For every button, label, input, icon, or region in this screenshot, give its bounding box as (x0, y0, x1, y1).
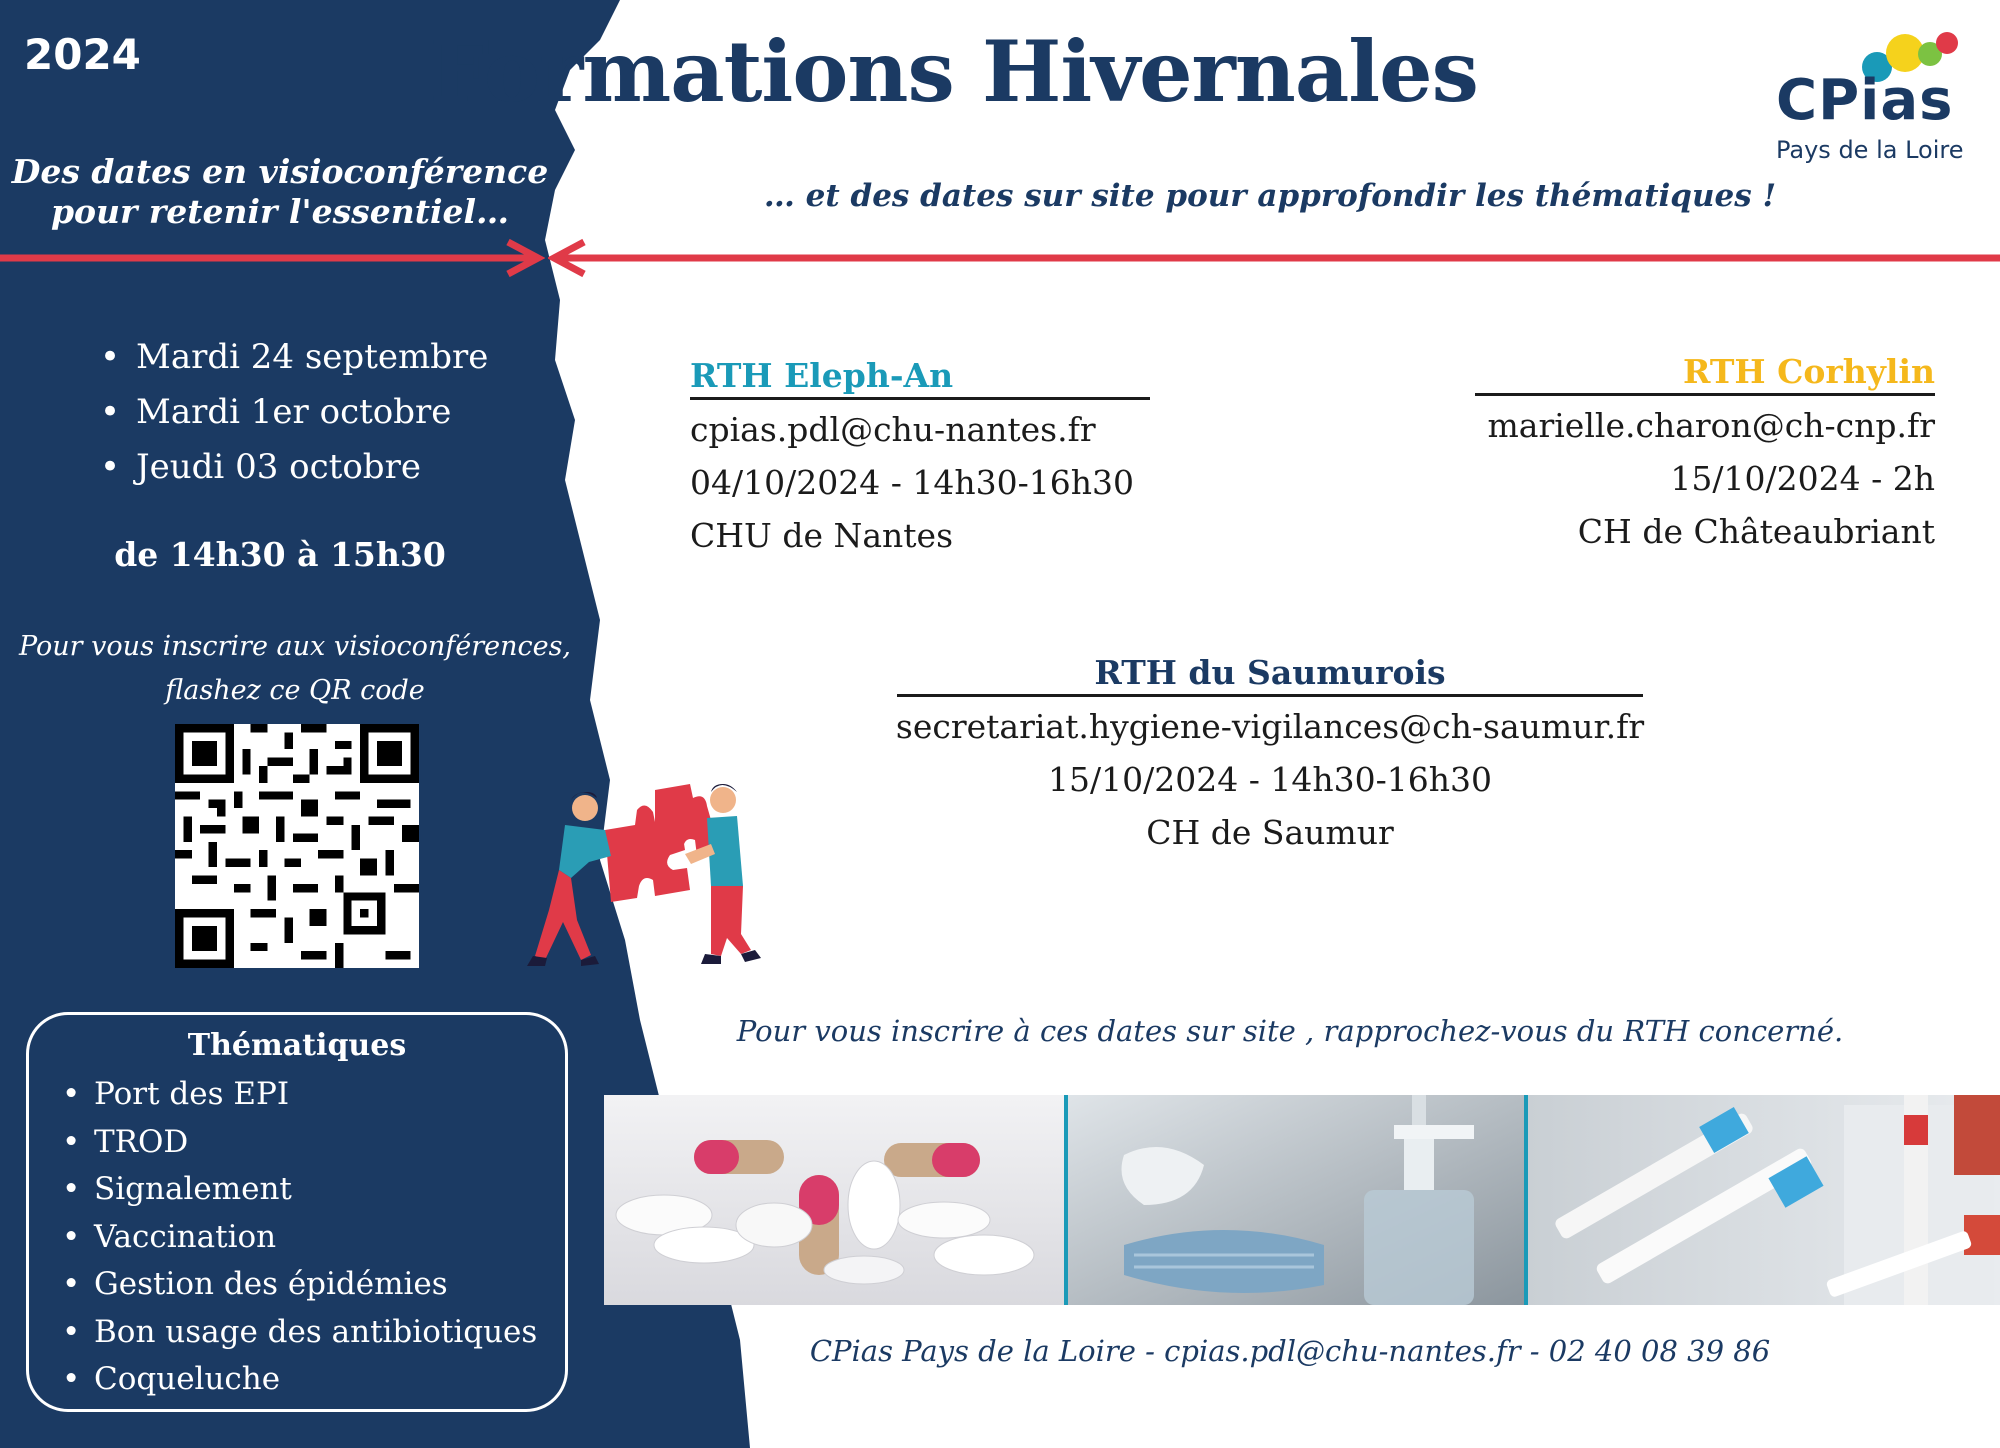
thematiques-list (62, 1071, 537, 1404)
test-tubes-photo (1528, 1095, 2000, 1305)
thematique-item: • Gestion des épidémies (62, 1261, 537, 1309)
rth-date: 04/10/2024 - 14h30-16h30 (690, 463, 1134, 502)
page-title: Formations Hivernales (430, 22, 1478, 121)
footer-contact: CPias Pays de la Loire - cpias.pdl@chu-nantes.fr - 02 40 08 39 86 (809, 1334, 1771, 1368)
visio-subtitle (10, 152, 550, 232)
rth-name: RTH Eleph-An (690, 356, 954, 395)
thematique-item: • Port des EPI (62, 1071, 537, 1119)
rth-name: RTH Corhylin (1683, 352, 1935, 391)
rth-corhylin-block (1380, 352, 1935, 558)
cpias-logo (1770, 28, 1970, 168)
rth-date: 15/10/2024 - 14h30-16h30 (1048, 760, 1492, 799)
logo-dot-red (1936, 32, 1958, 54)
visio-date-item: • Jeudi 03 octobre (100, 440, 488, 495)
visio-subtitle-line1: Des dates en visioconférence (11, 152, 549, 191)
photo-strip (604, 1095, 2000, 1305)
rth-place: CH de Châteaubriant (1577, 512, 1935, 551)
qr-code-icon[interactable] (175, 724, 419, 968)
arrow-left-icon (548, 238, 2000, 278)
visio-inscription-line1: Pour vous inscrire aux visioconférences, (18, 631, 572, 662)
visio-inscription-line2: flashez ce QR code (165, 675, 425, 706)
onsite-inscription-text: Pour vous inscrire à ces dates sur site , rapprochez-vous du RTH concerné. (736, 1014, 1844, 1048)
year-label: 2024 (24, 30, 141, 79)
rth-date: 15/10/2024 - 2h (1670, 459, 1935, 498)
thematique-item: • Coqueluche (62, 1356, 537, 1404)
thematique-item: • Bon usage des antibiotiques (62, 1309, 537, 1357)
visio-inscription-text (0, 625, 590, 713)
rth-place: CHU de Nantes (690, 516, 954, 555)
visio-date-item: • Mardi 24 septembre (100, 330, 488, 385)
rth-email[interactable]: cpias.pdl@chu-nantes.fr (690, 410, 1096, 449)
logo-region: Pays de la Loire (1776, 136, 1964, 164)
arrow-right-icon (0, 238, 545, 278)
thematique-item: • TROD (62, 1119, 537, 1167)
thematiques-title: Thématiques (187, 1028, 407, 1063)
visio-hours: de 14h30 à 15h30 (114, 535, 446, 574)
pills-photo (604, 1095, 1064, 1305)
rth-name: RTH du Saumurois (1094, 653, 1446, 692)
onsite-subtitle: … et des dates sur site pour approfondir les thématiques ! (763, 178, 1777, 214)
thematique-item: • Vaccination (62, 1214, 537, 1262)
thematique-item: • Signalement (62, 1166, 537, 1214)
visio-dates-list (100, 330, 488, 495)
rth-email[interactable]: marielle.charon@ch-cnp.fr (1487, 406, 1935, 445)
mask-and-gel-photo (1068, 1095, 1524, 1305)
logo-wordmark: CPias (1776, 68, 1954, 133)
rth-place: CH de Saumur (1146, 813, 1394, 852)
rth-underline (690, 397, 1150, 400)
visio-subtitle-line2: pour retenir l'essentiel… (50, 192, 510, 231)
rth-underline (897, 694, 1643, 697)
puzzle-people-icon (515, 770, 775, 970)
rth-email[interactable]: secretariat.hygiene-vigilances@ch-saumur.fr (895, 707, 1645, 746)
rth-saumurois-block (890, 653, 1650, 859)
rth-eleph-an-block (690, 356, 1160, 562)
rth-underline (1475, 393, 1935, 396)
visio-date-item: • Mardi 1er octobre (100, 385, 488, 440)
